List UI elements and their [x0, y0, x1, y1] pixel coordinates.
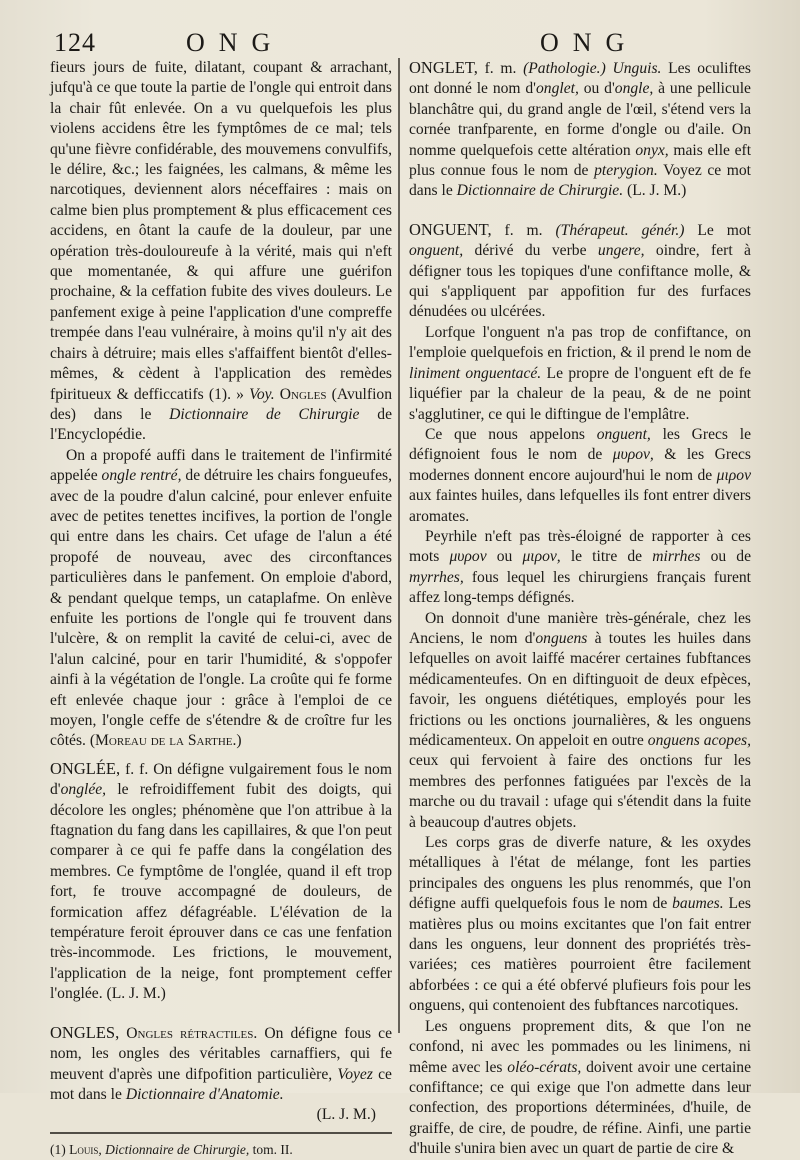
entry-onglet [409, 58, 751, 202]
paragraph-greek [409, 425, 751, 527]
text-run: Voy. [249, 385, 275, 403]
text-run: ou de [710, 548, 751, 566]
running-head-right: ONG [540, 28, 639, 57]
text-run: Lorfque l'onguent n'a pas trop de confiftance, on l'emploie quelquefois en friction, & il prend le nom de [409, 323, 751, 362]
text-run: Dictionnaire de Chirurgie, [105, 1141, 250, 1157]
text-run: ongle rentré, [101, 467, 182, 485]
text-run: oindre, fert à défigner tous les topiques d'une confiftance molle, & qui s'appliquent par appofition fur des furfaces dénudées ou ulcérées. [409, 242, 751, 321]
paragraph-proprement [409, 1017, 751, 1160]
entry-headword: ONGUENT, [409, 219, 492, 239]
text-run: onguent, [409, 242, 464, 260]
text-run: aux faintes huiles, dans lefquelles ils font entrer divers aromates. [409, 487, 751, 525]
left-column [50, 58, 392, 1160]
text-run: mirrhes [652, 548, 701, 566]
text-run: (Avulfion des) dans le [50, 385, 393, 423]
text-run: & les Grecs modernes donnent encore aujourd'hui le nom de [409, 446, 751, 484]
text-run: baumes. [672, 895, 724, 913]
text-run: onyx, [635, 141, 669, 159]
signature: (Moreau de la Sarthe.) [89, 732, 242, 750]
text-run: le titre de [570, 548, 643, 566]
text-run: Les matières plus ou moins excitantes que l'on fait entrer dans les onguens, leur donnent des propriétés très-variées; ces matières pourroient être facilement abforbées : ce qui a été obfervé plufieurs fois pour les onguens, qui contenoient des fubftances narcotiques. [409, 895, 751, 1015]
text-run: onglée, [60, 781, 107, 799]
text-run: On défigne vulgairement fous le nom d' [50, 760, 392, 799]
text-run: dérivé du verbe [474, 242, 587, 260]
text-run: ceux qui fervoient à faire des onctions fur les membres des perfonnes fatiguées par l'excès de la marche ou du travail : ufage qui s'étendit dans la fuite à beaucoup d'autres objets. [409, 752, 751, 831]
text-run: de l'Encyclopédie. [50, 405, 392, 444]
text-run: Dictionnaire de Chirurgie. [456, 182, 624, 200]
paragraph-ongle-rentre [50, 446, 392, 752]
text-run: f. f. [125, 760, 149, 778]
text-run: les Grecs le défignoient fous le nom de [409, 425, 751, 464]
text-run: On donnoit d'une manière très-générale, chez les Anciens, le nom d' [409, 609, 751, 647]
page-number: 124 [54, 28, 96, 57]
text-run: μιρον, [522, 548, 561, 566]
footnote-rule [50, 1132, 392, 1134]
text-run: fieurs jours de fuite, dilatant, coupant & arrachant, jufqu'à ce que toute la partie de l'ongle qui entroit dans la chair fût enlevée. On a vu quelquefois les plus violens accidens être les fymptômes de ce mal; tels qu'une fièvre confidérable, des mouvemens convulfifs, le délire, &c.; les faignées, les calmans, & même les narcotiques, deviennent alors néceffaires : mais on calme bien plus promptement & plus efficacement ces accidens, en ôtant la caufe de la douleur, par une opération très-douloureufe à la vérité, mais qui n'eft que momentanée, & qui affure une guérifon prochaine, & la ceffation fubite des vives douleurs. Le panfement exige à peine l'application d'une compreffe trempée dans l'eau vulnéraire, à moins qu'il n'y ait des chairs à détruire; mais elles s'affaiffent bientôt d'elles-mêmes, & cèdent à l'application des remèdes fpiritueux & defficcatifs (1). » [50, 59, 392, 403]
text-run: Ongles rétractiles. [126, 1024, 258, 1042]
text-run: Voyez [337, 1065, 373, 1083]
text-run: Peyrhile n'eft pas très-éloigné de rapporter à ces mots [409, 527, 751, 566]
text-run: Ongles [279, 385, 327, 403]
text-run: (Pathologie.) [523, 60, 606, 77]
text-run: pterygion. [594, 162, 658, 180]
text-run: Dictionnaire d'Anatomie. [125, 1085, 284, 1103]
text-run: Le mot [697, 221, 751, 239]
paragraph-corps-gras [409, 833, 751, 1017]
text-run: Ce que nous appelons [425, 425, 585, 443]
text-run: Dictionnaire de Chirurgie [169, 405, 360, 423]
text-run: oléo-cérats, [507, 1058, 582, 1076]
signature: (L. J. M.) [316, 1106, 376, 1124]
paragraph-anciens [409, 609, 751, 833]
entry-headword: ONGLÉE, [50, 758, 121, 778]
text-run: μιρον [716, 466, 751, 484]
entry-onguent [409, 220, 751, 323]
right-column [409, 58, 751, 1160]
text-run: ongle, [614, 80, 654, 98]
column-divider [398, 58, 400, 1033]
text-run: doivent avoir une certaine confiftance; ce qui exige que l'on admette dans leur confection, des proportions déterminées, d'huile, de graiffe, de cire, de poudre, de réfine. Ainfi, une partie d'huile s'unira bien avec un quart de partie de cire & [409, 1058, 752, 1158]
text-run: mais elle eft plus connue fous le nom de [409, 141, 752, 180]
paragraph-continuation [50, 58, 392, 446]
signature: (L. J. M.) [627, 182, 687, 200]
paragraph-lorsque [409, 323, 751, 425]
text-run: (1) [50, 1141, 66, 1157]
text-run: μυρον [449, 548, 487, 566]
entry-onglee [50, 759, 392, 1005]
text-run: Les onguens proprement dits, & que l'on ne confond, ni avec les pommades ou les linimens, ni même avec les [409, 1017, 751, 1076]
text-run: liniment onguentacé. [409, 364, 542, 382]
text-run: (Thérapeut. génér.) [555, 221, 685, 239]
text-run: onguent, [596, 425, 651, 443]
text-run: On défigne fous ce nom, les ongles des véritables carnaffiers, qui fe meuvent d'après une difpofition particulière, [50, 1024, 393, 1083]
page-header [48, 24, 760, 58]
entry-headword: ONGLES, [50, 1022, 120, 1042]
text-run: ungere, [597, 242, 645, 260]
text-run: Le propre de l'onguent eft de fe liquéfier par la chaleur de la peau, & de ne point s'agglutiner, ce qui le diftingue de l'emplâtre. [409, 364, 752, 423]
text-run: On a propofé auffi dans le traitement de l'infirmité appelée [50, 446, 392, 485]
text-run: à toutes les huiles dans lefquelles on avoit laiffé macérer certaines fubftances médicamenteufes. On en diftinguoit de deux efpèces, favoir, les onguens diététiques, employés pour les frictions ou les onctions journalières, & les onguens médicamenteux. On appeloit en outre [409, 629, 751, 749]
text-run: onglet, [536, 80, 579, 98]
text-run: onguens acopes, [647, 732, 751, 749]
text-run: ou d' [583, 80, 615, 98]
footnote [50, 1140, 392, 1160]
text-run: Les oculiftes ont donné le nom d' [409, 60, 751, 98]
text-run: tom. II. [252, 1141, 293, 1157]
text-run: de détruire les chairs fongueufes, avec de la poudre d'alun calciné, pour enlever enfuite avec de petites tenettes incifives, la portion de l'ongle qui entre dans les chairs. Cet ufage de l'alun a été propofé de nouveau, avec des circonftances particulières dans le panfement. On emploie d'abord, & pendant quelque temps, un cataplafme. On enlève enfuite les portions de l'ongle qui fe trouvent dans l'ulcère, & on remplit la cavité de celui-ci, avec de l'alun calciné, pour en tarir l'humidité, & s'oppofer ainfi à la végétation de l'ongle. La croûte qui fe forme eft enlevée chaque jour : grâce à l'emploi de ce moyen, l'ongle ceffe de s'étendre & de croître fur les côtés. [50, 467, 392, 750]
text-run: le refroidiffement fubit des doigts, qui décolore les ongles; phénomène que l'on attribue à la ftagnation du fang dans les capillaires, & que l'on peut comparer à ce qui fe paffe dans la congélation des membres. Ce fymptôme de l'onglée, quand il eft trop fort, fe trouve accompagné de douleurs, de formication affez défagréable. L'élévation de la température feroit éprouver dans ce cas une fenfation très-incommode. Les frictions, le mouvement, l'application de la neige, font promptement ceffer l'onglée. [50, 781, 392, 1003]
text-run: fous lequel les chirurgiens français furent affez long-temps défignés. [409, 568, 751, 607]
paragraph-peyrhile [409, 527, 751, 609]
text-run: à une pellicule blanchâtre qui, du grand angle de l'œil, s'étend vers la cornée tranfparente, en forme d'ongle ou d'aile. On nomme quelquefois cette altération [409, 80, 751, 159]
text-run: Unguis. [612, 60, 662, 77]
text-run: Les corps gras de diverfe nature, & les oxydes métalliques à l'état de mélange, font les parties principales des onguens les plus renommés, que l'on défigne auffi quelquefois fous le nom de [409, 834, 751, 913]
text-run: Louis, [69, 1141, 102, 1157]
text-run: f. m. [484, 60, 517, 77]
text-run: myrrhes, [409, 568, 464, 586]
text-run: ce mot dans le [50, 1065, 392, 1103]
text-run: ou [496, 548, 513, 566]
signature: (L. J. M.) [106, 985, 166, 1003]
text-run: f. m. [504, 221, 543, 239]
text-run: onguens [535, 629, 588, 647]
text-run: Voyez ce mot dans le [409, 162, 752, 200]
entry-headword: ONGLET, [409, 58, 478, 77]
running-head-left: ONG [186, 28, 285, 57]
text-run: μυρον, [612, 446, 654, 464]
